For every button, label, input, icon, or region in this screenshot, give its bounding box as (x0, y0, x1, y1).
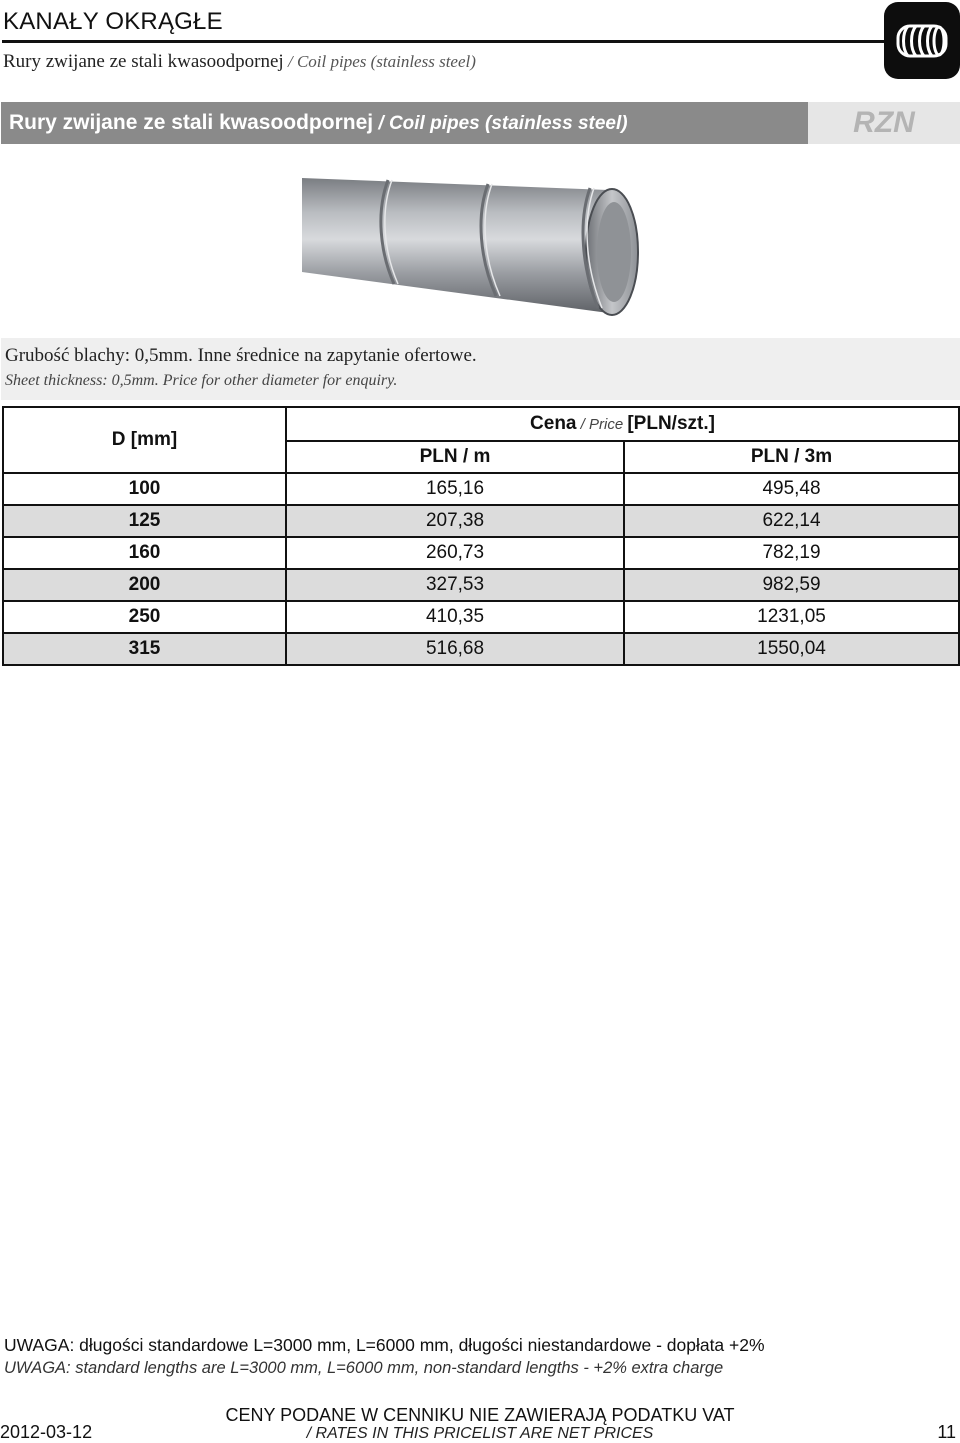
page-title: KANAŁY OKRĄGŁE (3, 8, 223, 35)
price-label-pl: Cena (530, 413, 577, 434)
cell-per-3m: 782,19 (624, 537, 959, 569)
cell-d: 125 (3, 505, 286, 537)
net-price-note-en: / RATES IN THIS PRICELIST ARE NET PRICES (306, 1425, 654, 1442)
cell-d: 200 (3, 569, 286, 601)
cell-d: 100 (3, 473, 286, 505)
page-number: 11 (937, 1422, 956, 1442)
page-subtitle (3, 51, 476, 73)
col-header-per-3m: PLN / 3m (624, 441, 959, 473)
spiral-pipe-image (298, 172, 643, 320)
col-header-per-m: PLN / m (286, 441, 624, 473)
cell-d: 250 (3, 601, 286, 633)
net-price-note-pl: CENY PODANE W CENNIKU NIE ZAWIERAJĄ PODATKU VAT (225, 1405, 735, 1425)
table-row (3, 569, 959, 601)
cell-per-m: 516,68 (286, 633, 624, 665)
table-row (3, 505, 959, 537)
table-row (3, 473, 959, 505)
cell-per-m: 410,35 (286, 601, 624, 633)
coil-pipe-icon (884, 2, 960, 79)
cell-per-m: 207,38 (286, 505, 624, 537)
price-unit: [PLN/szt.] (627, 413, 715, 434)
cell-per-m: 260,73 (286, 537, 624, 569)
col-header-price (286, 407, 959, 441)
pricelist-date: 2012-03-12 (0, 1422, 93, 1442)
section-title-sep: / (373, 113, 389, 134)
cell-per-3m: 982,59 (624, 569, 959, 601)
subtitle-en: Coil pipes (stainless steel) (296, 52, 476, 71)
table-row (3, 633, 959, 665)
note-en: Sheet thickness: 0,5mm. Price for other diameter for enquiry. (5, 372, 398, 389)
cell-d: 315 (3, 633, 286, 665)
subtitle-sep: / (283, 52, 297, 71)
table-row (3, 537, 959, 569)
price-table (2, 406, 960, 666)
section-title (9, 111, 628, 135)
cell-d: 160 (3, 537, 286, 569)
section-title-en: Coil pipes (stainless steel) (388, 113, 628, 134)
length-warning-en: UWAGA: standard lengths are L=3000 mm, L=6000 mm, non-standard lengths - +2% extra charge (4, 1359, 724, 1377)
header-rule (2, 40, 886, 43)
product-code: RZN (853, 106, 915, 139)
subtitle-pl: Rury zwijane ze stali kwasoodpornej (3, 51, 284, 72)
cell-per-m: 165,16 (286, 473, 624, 505)
cell-per-3m: 495,48 (624, 473, 959, 505)
price-label-en: / Price (576, 416, 628, 433)
col-header-d: D [mm] (3, 407, 286, 473)
cell-per-3m: 1231,05 (624, 601, 959, 633)
note-pl: Grubość blachy: 0,5mm. Inne średnice na zapytanie ofertowe. (5, 345, 477, 366)
table-header-row (3, 407, 959, 441)
cell-per-3m: 1550,04 (624, 633, 959, 665)
cell-per-3m: 622,14 (624, 505, 959, 537)
section-title-pl: Rury zwijane ze stali kwasoodpornej (9, 111, 374, 134)
table-row (3, 601, 959, 633)
cell-per-m: 327,53 (286, 569, 624, 601)
length-warning-pl: UWAGA: długości standardowe L=3000 mm, L=6000 mm, długości niestandardowe - dopłata +2% (4, 1335, 765, 1355)
